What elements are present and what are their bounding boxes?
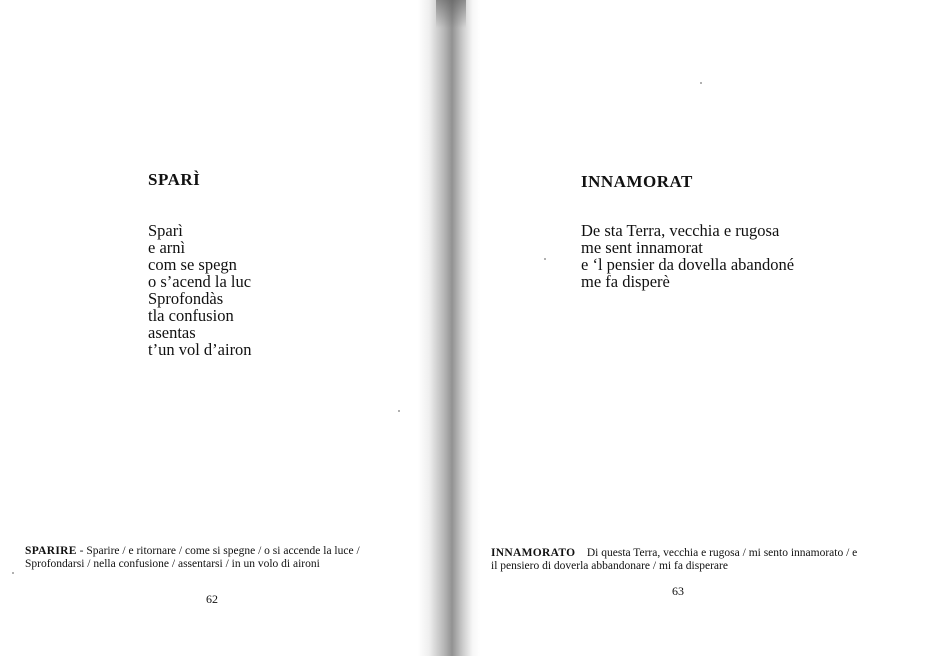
paper-speck [700,82,702,84]
left-poem-line: Sprofondàs [148,289,224,308]
left-note-line-1 [25,545,360,558]
right-poem-line: me fa disperè [581,272,670,291]
left-note-text-1: - Sparire / e ritornare / come si spegne / o si accende la luce / [76,545,360,557]
left-poem-line: com se spegn [148,255,237,274]
right-poem-line: e ‘l pensier da dovella abandoné [581,255,795,274]
right-translation-note [491,547,857,573]
left-poem-line: Sparì [148,221,183,240]
book-gutter-shadow [418,0,480,656]
left-note-line-2: Sprofondarsi / nella confusione / assentarsi / in un volo di aironi [25,558,320,570]
left-page-number: 62 [206,592,218,606]
right-poem-line: me sent innamorat [581,238,703,257]
left-note-head: SPARIRE [25,545,77,557]
right-note-line-1 [491,547,857,560]
left-poem-line: t’un vol d’airon [148,340,252,359]
paper-speck [398,410,400,412]
left-poem-line: tla confusion [148,306,234,325]
right-page-title: INNAMORAT [581,172,693,191]
right-page-number: 63 [672,584,684,598]
left-poem-line: asentas [148,323,196,342]
left-poem-line: e arnì [148,238,186,257]
right-note-line-2: il pensiero di doverla abbandonare / mi fa disperare [491,560,728,572]
right-note-head: INNAMORATO [491,547,576,559]
right-poem-line: De sta Terra, vecchia e rugosa [581,221,780,240]
left-translation-note [25,545,360,571]
paper-speck [12,572,14,574]
left-poem [148,222,252,358]
book-gutter-top-shadow [436,0,466,28]
paper-speck [544,258,546,260]
left-poem-line: o s’acend la luc [148,272,252,291]
right-note-text-1: Di questa Terra, vecchia e rugosa / mi sento innamorato / e [575,547,858,559]
left-page-title: SPARÌ [148,170,201,189]
right-poem [581,222,794,290]
